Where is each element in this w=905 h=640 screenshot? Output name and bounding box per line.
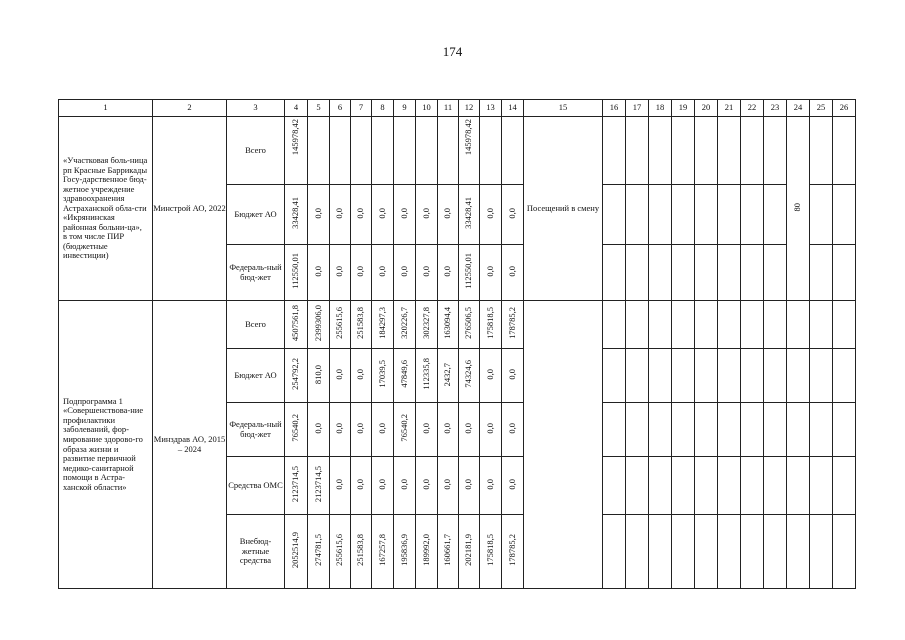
empty-cell	[787, 349, 810, 403]
amount-value: 0,0	[355, 265, 366, 277]
empty-cell	[603, 245, 626, 301]
empty-cell	[833, 457, 856, 515]
empty-cell	[672, 515, 695, 589]
amount-value: 0,0	[355, 478, 366, 490]
column-number-10: 10	[416, 100, 438, 117]
amount-value: 0,0	[506, 207, 517, 219]
empty-cell	[626, 185, 649, 245]
empty-cell	[718, 403, 741, 457]
column-number-22: 22	[741, 100, 764, 117]
amount-cell	[351, 515, 372, 589]
amount-cell	[394, 301, 416, 349]
amount-value: 184297,3	[376, 307, 387, 340]
amount-value: 2052514,9	[290, 532, 301, 569]
amount-value: 178785,2	[506, 307, 517, 340]
amount-cell	[372, 515, 394, 589]
amount-value: 0,0	[334, 478, 345, 490]
amount-value: 33428,41	[463, 197, 474, 230]
empty-cell	[787, 515, 810, 589]
empty-cell	[603, 301, 626, 349]
empty-cell	[672, 301, 695, 349]
amount-value: 0,0	[312, 207, 323, 219]
empty-cell	[695, 117, 718, 185]
amount-cell	[438, 301, 459, 349]
empty-cell	[672, 349, 695, 403]
funding-source: Бюджет АО	[227, 349, 285, 403]
amount-cell	[394, 349, 416, 403]
amount-value: 175818,5	[484, 307, 495, 340]
empty-cell	[810, 457, 833, 515]
amount-cell	[502, 457, 524, 515]
empty-cell	[672, 117, 695, 185]
amount-cell	[372, 117, 394, 185]
amount-cell	[502, 245, 524, 301]
column-number-8: 8	[372, 100, 394, 117]
amount-cell	[502, 349, 524, 403]
empty-cell	[741, 457, 764, 515]
table-row	[59, 117, 856, 185]
indicator-name: Посещений в смену	[524, 117, 603, 301]
amount-value: 0,0	[506, 422, 517, 434]
empty-cell	[787, 301, 810, 349]
amount-value: 0,0	[463, 478, 474, 490]
amount-value: 0,0	[484, 368, 495, 380]
empty-cell	[810, 403, 833, 457]
amount-cell	[394, 185, 416, 245]
empty-cell	[764, 515, 787, 589]
executor-period: Минздрав АО, 2015 – 2024	[153, 301, 227, 589]
amount-cell	[459, 403, 480, 457]
amount-cell	[459, 117, 480, 185]
empty-cell	[626, 515, 649, 589]
amount-cell	[330, 245, 351, 301]
amount-cell	[372, 403, 394, 457]
amount-cell	[416, 185, 438, 245]
empty-cell	[718, 185, 741, 245]
empty-cell	[833, 349, 856, 403]
amount-cell	[438, 349, 459, 403]
amount-value: 0,0	[355, 368, 366, 380]
amount-cell	[285, 301, 308, 349]
amount-cell	[480, 301, 502, 349]
empty-cell	[626, 403, 649, 457]
amount-value: 2432,7	[442, 362, 453, 386]
amount-value: 2123714,5	[312, 466, 323, 503]
page-number: 174	[442, 44, 463, 59]
empty-cell	[626, 301, 649, 349]
amount-cell	[480, 245, 502, 301]
empty-cell	[764, 185, 787, 245]
amount-cell	[308, 457, 330, 515]
amount-cell	[502, 403, 524, 457]
empty-cell	[695, 245, 718, 301]
amount-cell	[416, 403, 438, 457]
amount-value: 2399306,0	[312, 305, 323, 342]
column-number-6: 6	[330, 100, 351, 117]
empty-cell	[718, 349, 741, 403]
amount-cell	[372, 185, 394, 245]
empty-cell	[603, 515, 626, 589]
empty-cell	[718, 457, 741, 515]
amount-cell	[285, 245, 308, 301]
amount-cell	[502, 185, 524, 245]
amount-value: 33428,41	[290, 197, 301, 230]
amount-cell	[502, 301, 524, 349]
empty-cell	[626, 117, 649, 185]
amount-cell	[308, 349, 330, 403]
empty-cell	[741, 301, 764, 349]
amount-value: 2123714,5	[290, 466, 301, 503]
amount-cell	[416, 245, 438, 301]
amount-value: 810,0	[312, 364, 323, 384]
amount-cell	[330, 301, 351, 349]
empty-cell	[810, 515, 833, 589]
column-number-7: 7	[351, 100, 372, 117]
amount-cell	[308, 403, 330, 457]
empty-cell	[672, 403, 695, 457]
funding-source: Федераль-ный бюд-жет	[227, 245, 285, 301]
amount-value: 0,0	[334, 422, 345, 434]
amount-cell	[480, 117, 502, 185]
column-number-13: 13	[480, 100, 502, 117]
empty-cell	[695, 349, 718, 403]
empty-cell	[810, 185, 833, 245]
empty-cell	[603, 403, 626, 457]
empty-cell	[603, 349, 626, 403]
empty-cell	[649, 185, 672, 245]
empty-cell	[810, 117, 833, 185]
empty-cell	[833, 301, 856, 349]
empty-cell	[603, 117, 626, 185]
amount-value: 76540,2	[398, 414, 409, 443]
empty-cell	[649, 245, 672, 301]
amount-value: 74324,6	[463, 360, 474, 389]
empty-cell	[695, 457, 718, 515]
amount-cell	[394, 403, 416, 457]
empty-cell	[833, 403, 856, 457]
amount-value: 0,0	[484, 207, 495, 219]
amount-cell	[330, 117, 351, 185]
empty-cell	[626, 349, 649, 403]
amount-value: 0,0	[442, 478, 453, 490]
amount-value: 0,0	[442, 265, 453, 277]
amount-cell	[416, 457, 438, 515]
empty-cell	[741, 515, 764, 589]
amount-cell	[438, 457, 459, 515]
amount-value: 0,0	[506, 478, 517, 490]
empty-cell	[741, 245, 764, 301]
amount-value: 0,0	[442, 422, 453, 434]
column-number-14: 14	[502, 100, 524, 117]
amount-cell	[459, 457, 480, 515]
funding-source: Внебюд-жетные средства	[227, 515, 285, 589]
amount-value: 0,0	[398, 478, 409, 490]
amount-value: 112550,01	[290, 253, 301, 290]
amount-cell	[394, 515, 416, 589]
amount-value: 163094,4	[442, 307, 453, 340]
empty-cell	[672, 245, 695, 301]
empty-cell	[787, 403, 810, 457]
column-number-17: 17	[626, 100, 649, 117]
empty-cell	[764, 301, 787, 349]
amount-cell	[351, 457, 372, 515]
empty-cell	[764, 349, 787, 403]
amount-cell	[438, 185, 459, 245]
amount-cell	[394, 117, 416, 185]
column-number-19: 19	[672, 100, 695, 117]
amount-cell	[459, 245, 480, 301]
amount-cell	[285, 457, 308, 515]
empty-cell	[718, 515, 741, 589]
empty-cell	[626, 245, 649, 301]
program-table	[58, 99, 856, 589]
amount-cell	[351, 301, 372, 349]
amount-cell	[351, 117, 372, 185]
amount-cell	[394, 245, 416, 301]
empty-cell	[764, 245, 787, 301]
table-row	[59, 301, 856, 349]
amount-value: 0,0	[312, 265, 323, 277]
column-number-12: 12	[459, 100, 480, 117]
funding-source: Всего	[227, 117, 285, 185]
amount-value: 0,0	[484, 478, 495, 490]
event-name: Подпрограмма 1 «Совершенствова-ние профилактики заболеваний, фор-мирование здорово-го образа жизни и развитие первичной медико-санитарной помощи в Астра-ханской области»	[59, 301, 153, 589]
empty-cell	[741, 403, 764, 457]
column-number-row	[59, 100, 856, 117]
amount-value: 0,0	[376, 478, 387, 490]
amount-value: 0,0	[376, 207, 387, 219]
empty-cell	[810, 245, 833, 301]
amount-value: 276506,5	[463, 307, 474, 340]
column-number-26: 26	[833, 100, 856, 117]
amount-cell	[351, 349, 372, 403]
amount-value: 178785,2	[506, 534, 517, 567]
empty-cell	[649, 457, 672, 515]
amount-cell	[394, 457, 416, 515]
amount-value: 0,0	[376, 422, 387, 434]
empty-cell	[649, 403, 672, 457]
amount-cell	[330, 515, 351, 589]
amount-value: 145978,42	[463, 119, 474, 156]
amount-cell	[308, 301, 330, 349]
amount-value: 302327,8	[420, 307, 431, 340]
amount-value: 195836,9	[398, 534, 409, 567]
amount-value: 0,0	[355, 422, 366, 434]
column-number-25: 25	[810, 100, 833, 117]
amount-cell	[351, 185, 372, 245]
amount-value: 0,0	[463, 422, 474, 434]
amount-value: 0,0	[506, 265, 517, 277]
funding-source: Всего	[227, 301, 285, 349]
empty-cell	[810, 301, 833, 349]
amount-cell	[330, 349, 351, 403]
event-name: «Участковая боль-ница рп Красные Баррикады Госу-дарственное бюд-жетное учреждение здравоохранения Астраханской обла-сти «Икрянинская районная больни-ца», в том числе ПИР (бюджетные инвестиции)	[59, 117, 153, 301]
amount-value: 0,0	[334, 265, 345, 277]
amount-cell	[330, 457, 351, 515]
amount-value: 76540,2	[290, 414, 301, 443]
amount-value: 0,0	[355, 207, 366, 219]
column-number-11: 11	[438, 100, 459, 117]
amount-cell	[416, 301, 438, 349]
amount-cell	[480, 515, 502, 589]
empty-cell	[833, 185, 856, 245]
amount-value: 0,0	[398, 207, 409, 219]
empty-cell	[672, 185, 695, 245]
empty-cell	[764, 457, 787, 515]
amount-value: 251583,8	[355, 534, 366, 567]
amount-value: 255615,6	[334, 534, 345, 567]
amount-value: 0,0	[506, 368, 517, 380]
amount-cell	[480, 403, 502, 457]
amount-cell	[351, 403, 372, 457]
funding-source: Средства ОМС	[227, 457, 285, 515]
amount-cell	[438, 117, 459, 185]
amount-cell	[502, 515, 524, 589]
amount-cell	[285, 185, 308, 245]
column-number-5: 5	[308, 100, 330, 117]
amount-cell	[416, 117, 438, 185]
amount-value: 80	[792, 202, 803, 212]
empty-cell	[695, 515, 718, 589]
empty-cell	[833, 515, 856, 589]
empty-cell	[741, 349, 764, 403]
amount-cell	[308, 245, 330, 301]
amount-cell	[372, 349, 394, 403]
amount-value: 0,0	[420, 422, 431, 434]
amount-value: 17039,5	[376, 360, 387, 389]
amount-value: 255615,6	[334, 307, 345, 340]
amount-cell	[372, 245, 394, 301]
amount-value: 0,0	[442, 207, 453, 219]
amount-value: 0,0	[398, 265, 409, 277]
amount-cell	[285, 515, 308, 589]
empty-cell	[626, 457, 649, 515]
empty-cell	[718, 117, 741, 185]
empty-cell	[718, 245, 741, 301]
amount-cell	[372, 301, 394, 349]
amount-cell	[308, 515, 330, 589]
column-number-9: 9	[394, 100, 416, 117]
amount-value: 0,0	[420, 265, 431, 277]
column-number-15: 15	[524, 100, 603, 117]
amount-cell	[330, 185, 351, 245]
column-number-1: 1	[59, 100, 153, 117]
amount-value: 112335,8	[420, 358, 431, 391]
empty-cell	[764, 403, 787, 457]
amount-cell	[372, 457, 394, 515]
column-number-24: 24	[787, 100, 810, 117]
empty-cell	[833, 117, 856, 185]
amount-value: 167257,8	[376, 534, 387, 567]
amount-cell	[308, 117, 330, 185]
column-number-2: 2	[153, 100, 227, 117]
column-number-20: 20	[695, 100, 718, 117]
column-number-23: 23	[764, 100, 787, 117]
column-number-18: 18	[649, 100, 672, 117]
amount-cell	[438, 403, 459, 457]
amount-cell	[480, 185, 502, 245]
empty-cell	[603, 185, 626, 245]
amount-value: 254792,2	[290, 358, 301, 391]
amount-cell	[416, 349, 438, 403]
amount-value: 0,0	[334, 368, 345, 380]
column-number-4: 4	[285, 100, 308, 117]
amount-cell	[416, 515, 438, 589]
empty-cell	[649, 301, 672, 349]
amount-value: 4507561,8	[290, 305, 301, 342]
column-number-16: 16	[603, 100, 626, 117]
empty-cell	[695, 185, 718, 245]
amount-cell	[459, 349, 480, 403]
amount-cell	[308, 185, 330, 245]
funding-source: Федераль-ный бюд-жет	[227, 403, 285, 457]
amount-cell	[438, 245, 459, 301]
amount-value: 0,0	[420, 478, 431, 490]
target-value-cell	[787, 117, 810, 301]
amount-cell	[351, 245, 372, 301]
empty-cell	[741, 185, 764, 245]
empty-cell	[787, 457, 810, 515]
column-number-21: 21	[718, 100, 741, 117]
amount-cell	[480, 457, 502, 515]
amount-cell	[285, 403, 308, 457]
empty-cell	[718, 301, 741, 349]
amount-value: 274781,5	[312, 534, 323, 567]
empty-cell	[649, 515, 672, 589]
empty-cell	[764, 117, 787, 185]
amount-value: 320226,7	[398, 307, 409, 340]
indicator-name	[524, 301, 603, 589]
amount-value: 0,0	[420, 207, 431, 219]
empty-cell	[695, 403, 718, 457]
amount-value: 112550,01	[463, 253, 474, 290]
empty-cell	[695, 301, 718, 349]
empty-cell	[810, 349, 833, 403]
amount-value: 0,0	[334, 207, 345, 219]
amount-cell	[330, 403, 351, 457]
amount-value: 189992,0	[420, 534, 431, 567]
amount-value: 251583,8	[355, 307, 366, 340]
amount-value: 175818,5	[484, 534, 495, 567]
amount-value: 0,0	[312, 422, 323, 434]
amount-cell	[438, 515, 459, 589]
amount-cell	[459, 301, 480, 349]
empty-cell	[741, 117, 764, 185]
empty-cell	[672, 457, 695, 515]
amount-value: 0,0	[376, 265, 387, 277]
funding-source: Бюджет АО	[227, 185, 285, 245]
empty-cell	[649, 349, 672, 403]
amount-value: 0,0	[484, 422, 495, 434]
amount-value: 47849,6	[398, 360, 409, 389]
executor-period: Минстрой АО, 2022	[153, 117, 227, 301]
column-number-3: 3	[227, 100, 285, 117]
amount-value: 160661,7	[442, 534, 453, 567]
empty-cell	[603, 457, 626, 515]
amount-value: 0,0	[484, 265, 495, 277]
amount-value: 145978,42	[290, 119, 301, 156]
amount-cell	[285, 349, 308, 403]
amount-cell	[285, 117, 308, 185]
amount-value: 202181,9	[463, 534, 474, 567]
amount-cell	[459, 185, 480, 245]
empty-cell	[833, 245, 856, 301]
amount-cell	[480, 349, 502, 403]
amount-cell	[502, 117, 524, 185]
empty-cell	[649, 117, 672, 185]
amount-cell	[459, 515, 480, 589]
